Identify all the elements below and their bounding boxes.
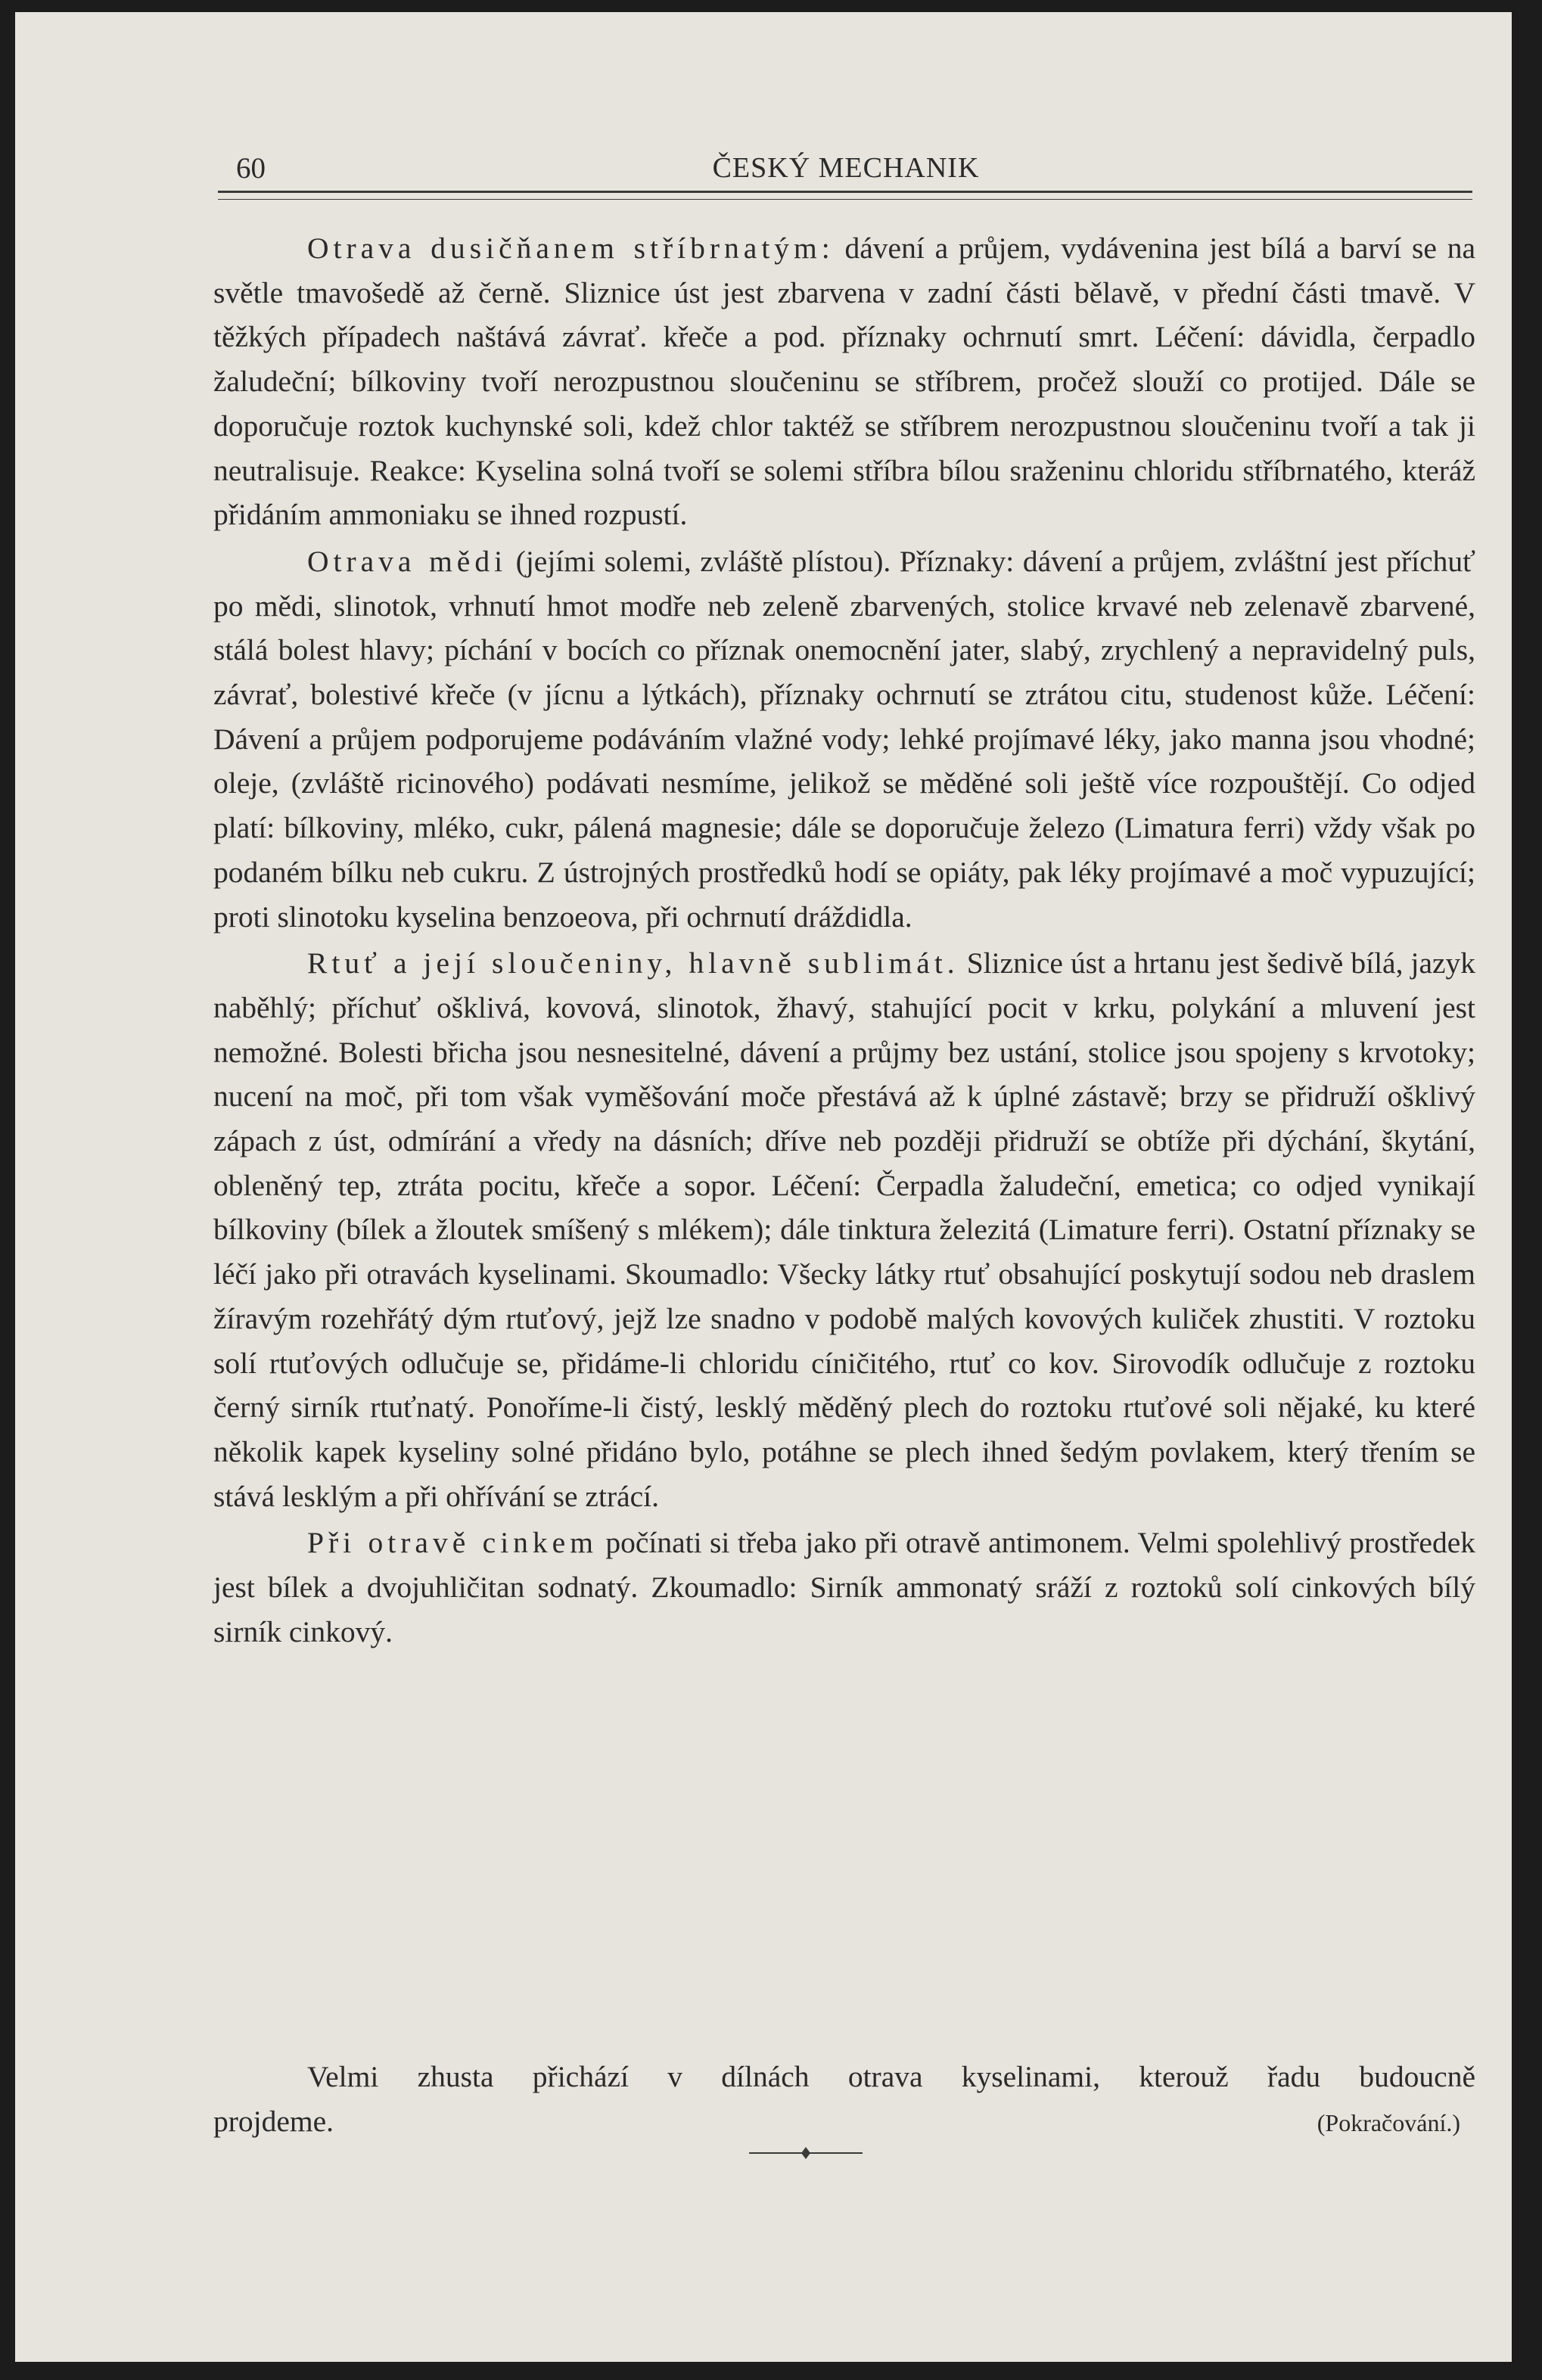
document-page	[15, 12, 1512, 2362]
paragraph-heading: Při otravě cinkem	[307, 1526, 598, 1560]
continued-note: (Pokračování.)	[1317, 2108, 1460, 2136]
paragraph-text: dávení a průjem, vydávenina jest bílá a barví se na světle tmavošedě až černě. Sliznice úst jest zbarvena v zadní části bělavě, v přední části tmavě. V těžkých případech naštává závrať. křeče a pod. příznaky ochrnutí smrt. Léčení: dávidla, čerpadlo žaludeční; bílkoviny tvoří nerozpustnou sloučeninu se stříbrem, pročež slouží co protijed. Dále se doporučuje roztok kuchynské soli, kdež chlor taktéž se stříbrem nerozpustnou sloučeninu tvoří a tak ji neutralisuje. Reakce: Kyselina solná tvoří se solemi stříbra bílou sraženinu chloridu stříbrnatého, kteráž přidáním ammoniaku se ihned rozpustí.	[213, 231, 1475, 532]
header-double-rule	[218, 191, 1472, 200]
page-number: 60	[236, 152, 266, 185]
closing-line: Velmi zhusta přichází v dílnách otrava kyselinami, kterouž řadu budoucně	[307, 2060, 1475, 2093]
paragraph-zinc	[213, 1521, 1475, 1654]
paragraph-silver-nitrate	[213, 226, 1475, 537]
closing-paragraph	[213, 2055, 1475, 2145]
closing-last-line	[213, 2099, 1475, 2145]
end-ornament-icon	[749, 2145, 863, 2161]
paragraph-heading: Rtuť a její sloučeniny, hlavně sublimát.	[307, 946, 959, 980]
paragraph-copper	[213, 539, 1475, 939]
paragraph-text: Sliznice úst a hrtanu jest šedivě bílá, jazyk naběhlý; příchuť ošklivá, kovová, slinotok, žhavý, stahující pocit v krku, polykání a mluvení jest nemožné. Bolesti břicha jsou nesnesitelné, dávení a průjmy bez ustání, stolice jsou spojeny s krvotoky; nucení na moč, při tom však vyměšování moče přestává až k úplné zástavě; brzy se přidruží ošklivý zápach z úst, odmírání a vředy na dásních; dříve neb později přidruží se obtíže při dýchání, škytání, obleněný tep, ztráta pocitu, křeče a sopor. Léčení: Čerpadla žaludeční, emetica; co odjed vynikají bílkoviny (bílek a žloutek smíšený s mlékem); dále tinktura železitá (Limature ferri). Ostatní příznaky se léčí jako při otravách kyselinami. Skoumadlo: Všecky látky rtuť obsahující poskytují sodou neb draslem žíravým rozehřátý dým rtuťový, jejž lze snadno v podobě malých kovových kuliček zhustiti. V roztoku solí rtuťových odlučuje se, přidáme-li chloridu cíničitého, rtuť co kov. Sirovodík odlučuje z roztoku černý sirník rtuťnatý. Ponoříme-li čistý, lesklý měděný plech do roztoku rtuťové soli nějaké, ku které několik kapek kyseliny solné přidáno bylo, potáhne se plech ihned šedým povlakem, který třením se stává lesklým a při ohřívání se ztrácí.	[213, 946, 1476, 1513]
paragraph-text: (jejími solemi, zvláště plístou). Příznaky: dávení a průjem, zvláštní jest příchuť po mědi, slinotok, vrhnutí hmot modře neb zeleně zbarvených, stolice krvavé neb zelenavě zbarvené, stálá bolest hlavy; píchání v bocích co příznak onemocnění jater, slabý, zrychlený a nepravidelný puls, závrať, bolestivé křeče (v jícnu a lýtkách), příznaky ochrnutí se ztrátou citu, studenost kůže. Léčení: Dávení a průjem podporujeme podáváním vlažné vody; lehké projímavé léky, jako manna jsou vhodné; oleje, (zvláště ricinového) podávati nesmíme, jelikož se měděné soli ještě více rozpouštějí. Co odjed platí: bílkoviny, mléko, cukr, pálená magnesie; dále se doporučuje železo (Limatura ferri) vždy však po podaném bílku neb cukru. Z ústrojných prostředků hodí se opiáty, pak léky projímavé a moč vypuzující; proti slinotoku kyselina benzoeova, při ochrnutí dráždidla.	[213, 544, 1475, 934]
article-body	[213, 226, 1475, 1657]
journal-title: ČESKÝ MECHANIK	[712, 152, 980, 184]
running-head	[221, 136, 1471, 189]
paragraph-text: počínati si třeba jako při otravě antimonem. Velmi spolehlivý prostředek jest bílek a dvojuhličitan sodnatý. Zkoumadlo: Sirník ammonatý sráží z roztoků solí cinkových bílý sirník cinkový.	[213, 1526, 1475, 1648]
paragraph-mercury	[213, 941, 1475, 1518]
paragraph-heading: Otrava mědi	[307, 544, 508, 578]
closing-line-end: projdeme.	[213, 2104, 334, 2138]
paragraph-heading: Otrava dusičňanem stříbrnatým:	[307, 231, 835, 265]
